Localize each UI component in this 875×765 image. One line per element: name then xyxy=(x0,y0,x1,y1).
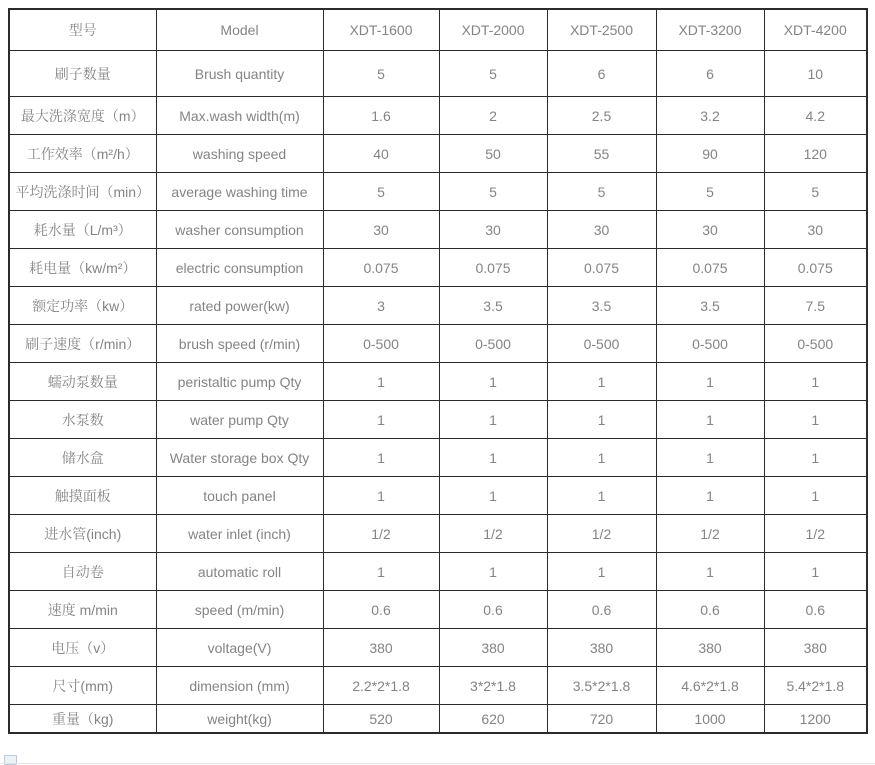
row-label-zh: 尺寸(mm) xyxy=(9,667,156,705)
row-label-en: speed (m/min) xyxy=(156,591,323,629)
row-label-en: Water storage box Qty xyxy=(156,439,323,477)
cell-value: 30 xyxy=(323,211,439,249)
cell-value: 0-500 xyxy=(323,325,439,363)
cell-value: 1/2 xyxy=(323,515,439,553)
cell-value: 1 xyxy=(323,553,439,591)
cell-value: 120 xyxy=(764,135,867,173)
cell-value: 1 xyxy=(764,439,867,477)
cell-value: 1 xyxy=(547,401,656,439)
spec-table xyxy=(8,8,868,734)
model-header: XDT-2500 xyxy=(547,9,656,51)
cell-value: 1/2 xyxy=(547,515,656,553)
cell-value: 40 xyxy=(323,135,439,173)
row-label-en: water pump Qty xyxy=(156,401,323,439)
cell-value: 0.6 xyxy=(323,591,439,629)
cell-value: 1 xyxy=(656,363,764,401)
row-label-en: brush speed (r/min) xyxy=(156,325,323,363)
cell-value: 30 xyxy=(764,211,867,249)
cell-value: 1.6 xyxy=(323,97,439,135)
header-label-zh: 型号 xyxy=(9,9,156,51)
cell-value: 0.075 xyxy=(656,249,764,287)
cell-value: 1 xyxy=(323,363,439,401)
table-row xyxy=(9,667,867,705)
cell-value: 0.075 xyxy=(547,249,656,287)
model-header: XDT-4200 xyxy=(764,9,867,51)
row-label-en: peristaltic pump Qty xyxy=(156,363,323,401)
cell-value: 380 xyxy=(656,629,764,667)
table-row xyxy=(9,401,867,439)
table-row xyxy=(9,287,867,325)
table-row xyxy=(9,173,867,211)
table-row xyxy=(9,135,867,173)
model-header: XDT-1600 xyxy=(323,9,439,51)
table-row xyxy=(9,515,867,553)
cell-value: 620 xyxy=(439,705,547,734)
cell-value: 5 xyxy=(764,173,867,211)
cell-value: 0-500 xyxy=(656,325,764,363)
row-label-zh: 额定功率（kw） xyxy=(9,287,156,325)
row-label-en: automatic roll xyxy=(156,553,323,591)
row-label-en: electric consumption xyxy=(156,249,323,287)
table-row xyxy=(9,249,867,287)
cell-value: 5 xyxy=(656,173,764,211)
row-label-en: washer consumption xyxy=(156,211,323,249)
cell-value: 1/2 xyxy=(439,515,547,553)
row-label-en: voltage(V) xyxy=(156,629,323,667)
table-row xyxy=(9,629,867,667)
cell-value: 0.075 xyxy=(323,249,439,287)
row-label-zh: 耗水量（L/m³） xyxy=(9,211,156,249)
row-label-zh: 刷子数量 xyxy=(9,51,156,97)
row-label-en: Max.wash width(m) xyxy=(156,97,323,135)
row-label-en: rated power(kw) xyxy=(156,287,323,325)
cell-value: 1 xyxy=(439,401,547,439)
cell-value: 1 xyxy=(656,401,764,439)
cell-value: 0.6 xyxy=(656,591,764,629)
row-label-zh: 重量（kg) xyxy=(9,705,156,734)
cell-value: 3.5*2*1.8 xyxy=(547,667,656,705)
row-label-zh: 工作效率（m²/h） xyxy=(9,135,156,173)
table-row xyxy=(9,211,867,249)
cell-value: 1/2 xyxy=(656,515,764,553)
cell-value: 0-500 xyxy=(547,325,656,363)
cell-value: 380 xyxy=(323,629,439,667)
header-label-en: Model xyxy=(156,9,323,51)
row-label-zh: 平均洗涤时间（min） xyxy=(9,173,156,211)
cell-value: 720 xyxy=(547,705,656,734)
table-row xyxy=(9,363,867,401)
cell-value: 30 xyxy=(439,211,547,249)
cell-value: 6 xyxy=(656,51,764,97)
spec-table-body xyxy=(9,9,867,733)
cell-value: 520 xyxy=(323,705,439,734)
table-row xyxy=(9,705,867,734)
row-label-zh: 进水管(inch) xyxy=(9,515,156,553)
cell-value: 1 xyxy=(439,477,547,515)
table-row xyxy=(9,439,867,477)
cell-value: 380 xyxy=(439,629,547,667)
cell-value: 7.5 xyxy=(764,287,867,325)
cell-value: 0.075 xyxy=(439,249,547,287)
cell-value: 5 xyxy=(547,173,656,211)
cell-value: 1 xyxy=(764,477,867,515)
table-row xyxy=(9,325,867,363)
row-label-zh: 最大洗涤宽度（m） xyxy=(9,97,156,135)
cell-value: 1 xyxy=(439,363,547,401)
cell-value: 5.4*2*1.8 xyxy=(764,667,867,705)
model-header: XDT-2000 xyxy=(439,9,547,51)
cell-value: 2 xyxy=(439,97,547,135)
cell-value: 3.5 xyxy=(439,287,547,325)
cell-value: 1 xyxy=(547,439,656,477)
row-label-zh: 储水盒 xyxy=(9,439,156,477)
row-label-en: average washing time xyxy=(156,173,323,211)
cell-value: 55 xyxy=(547,135,656,173)
cell-value: 3*2*1.8 xyxy=(439,667,547,705)
cell-value: 380 xyxy=(547,629,656,667)
row-label-en: washing speed xyxy=(156,135,323,173)
row-label-zh: 触摸面板 xyxy=(9,477,156,515)
cell-value: 1 xyxy=(323,477,439,515)
cell-value: 1 xyxy=(656,439,764,477)
cell-value: 1 xyxy=(439,553,547,591)
cell-value: 1 xyxy=(547,363,656,401)
row-label-en: Brush quantity xyxy=(156,51,323,97)
cell-value: 0-500 xyxy=(439,325,547,363)
row-label-zh: 刷子速度（r/min） xyxy=(9,325,156,363)
row-label-en: touch panel xyxy=(156,477,323,515)
cell-value: 0.6 xyxy=(764,591,867,629)
cell-value: 90 xyxy=(656,135,764,173)
row-label-zh: 耗电量（kw/m²） xyxy=(9,249,156,287)
cell-value: 10 xyxy=(764,51,867,97)
row-label-zh: 水泵数 xyxy=(9,401,156,439)
cell-value: 1 xyxy=(547,553,656,591)
cell-value: 1 xyxy=(547,477,656,515)
cell-value: 50 xyxy=(439,135,547,173)
table-row xyxy=(9,591,867,629)
cell-value: 1 xyxy=(323,401,439,439)
cell-value: 1 xyxy=(656,553,764,591)
cell-value: 0.6 xyxy=(439,591,547,629)
cell-value: 2.5 xyxy=(547,97,656,135)
cell-value: 1 xyxy=(764,553,867,591)
row-label-en: dimension (mm) xyxy=(156,667,323,705)
cell-value: 5 xyxy=(323,51,439,97)
cell-value: 0-500 xyxy=(764,325,867,363)
table-row xyxy=(9,51,867,97)
table-row xyxy=(9,477,867,515)
cell-value: 1 xyxy=(764,363,867,401)
cell-value: 1 xyxy=(439,439,547,477)
cell-value: 1 xyxy=(656,477,764,515)
table-row xyxy=(9,97,867,135)
cell-value: 4.6*2*1.8 xyxy=(656,667,764,705)
model-header: XDT-3200 xyxy=(656,9,764,51)
cell-value: 1000 xyxy=(656,705,764,734)
row-label-en: weight(kg) xyxy=(156,705,323,734)
cell-value: 3.5 xyxy=(656,287,764,325)
cell-value: 0.6 xyxy=(547,591,656,629)
cell-value: 30 xyxy=(656,211,764,249)
cell-value: 0.075 xyxy=(764,249,867,287)
cell-value: 1/2 xyxy=(764,515,867,553)
row-label-zh: 速度 m/min xyxy=(9,591,156,629)
cell-value: 5 xyxy=(439,51,547,97)
cell-value: 3.5 xyxy=(547,287,656,325)
cell-value: 3 xyxy=(323,287,439,325)
cell-value: 1200 xyxy=(764,705,867,734)
cell-value: 2.2*2*1.8 xyxy=(323,667,439,705)
cell-value: 30 xyxy=(547,211,656,249)
cell-value: 5 xyxy=(323,173,439,211)
row-label-zh: 自动卷 xyxy=(9,553,156,591)
row-label-zh: 电压（v） xyxy=(9,629,156,667)
cell-value: 4.2 xyxy=(764,97,867,135)
cell-value: 1 xyxy=(323,439,439,477)
cell-value: 3.2 xyxy=(656,97,764,135)
header-row xyxy=(9,9,867,51)
cell-value: 5 xyxy=(439,173,547,211)
table-row xyxy=(9,553,867,591)
row-label-zh: 蠕动泵数量 xyxy=(9,363,156,401)
cell-value: 380 xyxy=(764,629,867,667)
row-label-en: water inlet (inch) xyxy=(156,515,323,553)
cell-value: 1 xyxy=(764,401,867,439)
bottom-divider xyxy=(0,763,875,764)
cell-value: 6 xyxy=(547,51,656,97)
